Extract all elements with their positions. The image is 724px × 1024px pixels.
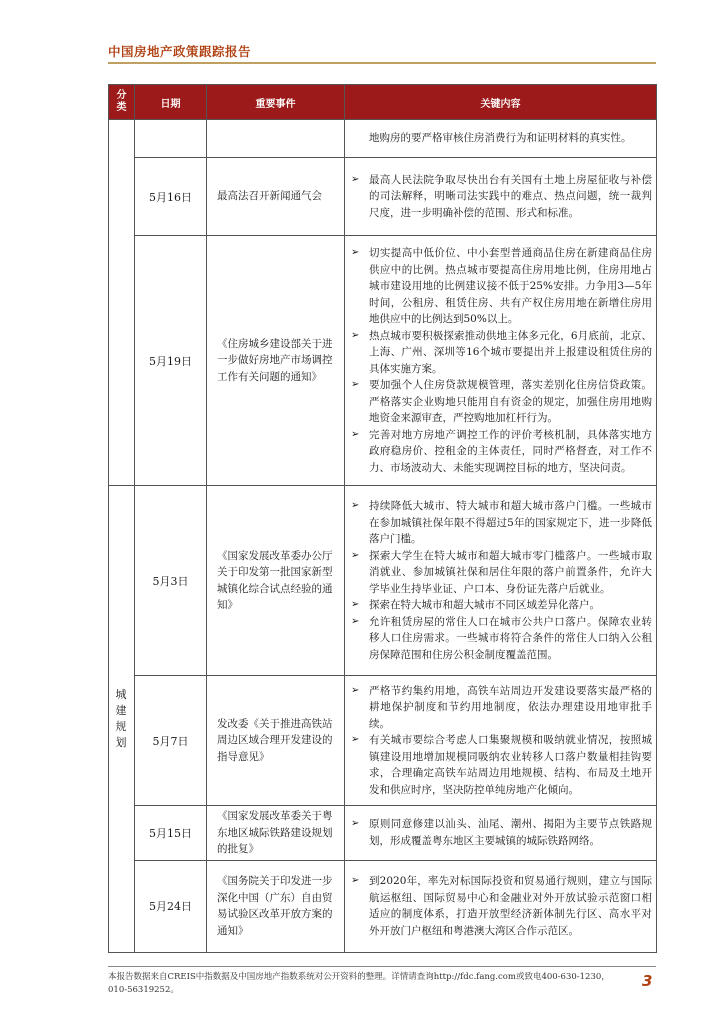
arrow-bullet-icon: ➢ — [351, 173, 360, 185]
list-item — [347, 614, 652, 664]
arrow-bullet-icon: ➢ — [351, 428, 360, 440]
event-cell: 最高法召开新闻通气会 — [207, 158, 345, 236]
date-cell: 5月24日 — [135, 860, 207, 952]
content-cell — [345, 158, 657, 236]
list-item — [347, 245, 652, 328]
date-cell: 5月19日 — [135, 236, 207, 486]
event-cell: 《国务院关于印发进一步深化中国（广东）自由贸易试验区改革开放方案的通知》 — [207, 860, 345, 952]
policy-table — [108, 84, 657, 953]
header-divider — [108, 62, 656, 64]
category-cell — [109, 486, 135, 953]
list-item — [347, 597, 652, 614]
arrow-bullet-icon: ➢ — [351, 818, 360, 830]
table-row — [109, 860, 657, 952]
list-item-text: 到2020年，率先对标国际投资和贸易通行规则，建立与国际航运枢纽、国际贸易中心和金融业对外开放试验示范窗口相适应的制度体系，打造开放型经济新体制先行区、高水平对外开放门户枢纽和粤港澳大湾区合作示范区。 — [369, 875, 652, 937]
list-item-text: 热点城市要积极探索推动供地主体多元化，6月底前，北京、上海、广州、深圳等16个城市要提出并上报建设租赁住房的具体实施方案。 — [369, 329, 652, 375]
arrow-bullet-icon: ➢ — [351, 379, 360, 390]
list-item — [347, 683, 652, 733]
content-cell — [345, 860, 657, 952]
event-cell: 《国家发展改革委关于粤东地区城际铁路建设规划的批复》 — [207, 806, 345, 861]
arrow-bullet-icon: ➢ — [351, 329, 360, 341]
content-cell — [345, 120, 657, 158]
arrow-bullet-icon: ➢ — [351, 615, 360, 627]
page-number: 3 — [642, 972, 653, 990]
content-list — [347, 245, 652, 476]
list-item-text: 最高人民法院争取尽快出台有关国有土地上房屋征收与补偿的司法解释，明晰司法实践中的难点、热点问题，统一裁判尺度，进一步明确补偿的范围、形式和标准。 — [369, 173, 652, 219]
content-cell — [345, 676, 657, 806]
date-cell: 5月3日 — [135, 486, 207, 676]
date-cell — [135, 120, 207, 158]
list-item-text: 有关城市要综合考虑人口集聚规模和吸纳就业情况，按照城镇建设用地增加规模同吸纳农业转移人口落户数量相挂钩要求，合理确定高铁车站周边用地规模、结构、布局及土地开发和供应时序，坚决防控单纯房地产化倾向。 — [369, 734, 652, 796]
content-cell — [345, 236, 657, 486]
list-item — [347, 732, 652, 798]
content-list — [347, 498, 652, 663]
event-cell — [207, 120, 345, 158]
list-item-text: 严格节约集约用地，高铁车站周边开发建设要落实最严格的耕地保护制度和节约用地制度，依法办理建设用地审批手续。 — [369, 684, 652, 730]
category-label: 城建规划 — [115, 687, 128, 749]
content-list — [347, 873, 652, 939]
list-item-text: 探索在特大城市和超大城市不同区域差异化落户。 — [369, 599, 600, 611]
report-title: 中国房地产政策跟踪报告 — [108, 44, 252, 59]
content-list — [347, 683, 652, 799]
date-cell: 5月7日 — [135, 676, 207, 806]
list-item — [347, 816, 652, 849]
event-cell: 发改委《关于推进高铁站周边区域合理开发建设的指导意见》 — [207, 676, 345, 806]
event-cell: 《国家发展改革委办公厅关于印发第一批国家新型城镇化综合试点经验的通知》 — [207, 486, 345, 676]
date-cell: 5月15日 — [135, 806, 207, 861]
footer-divider — [108, 966, 656, 967]
list-item-text: 地购房的要严格审核住房消费行为和证明材料的真实性。 — [369, 132, 632, 145]
arrow-bullet-icon: ➢ — [351, 684, 360, 696]
list-item-text: 允许租赁房屋的常住人口在城市公共户口落户。保障农业转移人口住房需求。一些城市将符合条件的常住人口纳入公租房保障范围和住房公积金制度覆盖范围。 — [369, 615, 652, 661]
category-cell — [109, 120, 135, 486]
column-header-category: 分 类 — [109, 85, 135, 120]
arrow-bullet-icon: ➢ — [351, 500, 360, 511]
table-row — [109, 236, 657, 486]
column-header-content: 关键内容 — [345, 85, 657, 120]
date-cell: 5月16日 — [135, 158, 207, 236]
content-list — [347, 172, 652, 222]
list-item — [347, 377, 652, 427]
arrow-bullet-icon: ➢ — [351, 247, 360, 258]
table-row — [109, 158, 657, 236]
arrow-bullet-icon: ➢ — [351, 734, 360, 746]
content-list — [347, 816, 652, 849]
list-item — [347, 548, 652, 598]
content-cell — [345, 486, 657, 676]
footer-note: 本报告数据来自CREIS中指数据及中国房地产指数系统对公开资料的整理。详情请查询http://fdc.fang.com或致电400-630-1230，010-56319252。 — [108, 972, 610, 995]
arrow-bullet-icon: ➢ — [351, 599, 360, 610]
content-list — [347, 130, 652, 147]
event-cell: 《住房城乡建设部关于进一步做好房地产市场调控工作有关问题的通知》 — [207, 236, 345, 486]
list-item-text: 探索大学生在特大城市和超大城市零门槛落户。一些城市取消就业、参加城镇社保和居住年限的落户前置条件，允许大学毕业生持毕业证、户口本、身份证先落户后就业。 — [369, 549, 652, 595]
list-item-text: 原则同意修建以汕头、汕尾、潮州、揭阳为主要节点铁路规划，形成覆盖粤东地区主要城镇的城际铁路网络。 — [369, 818, 652, 847]
list-item — [347, 130, 652, 147]
content-cell — [345, 806, 657, 861]
column-header-date: 日期 — [135, 85, 207, 120]
list-item — [347, 427, 652, 477]
table-row — [109, 120, 657, 158]
list-item — [347, 498, 652, 548]
list-item-text: 切实提高中低价位、中小套型普通商品住房在新建商品住房供应中的比例。热点城市要提高住房用地比例，住房用地占城市建设用地的比例建议接不低于25%安排。力争用3—5年时间，公租房、租赁住房、共有产权住房用地在新增住房用地供应中的比例达到50%以上。 — [369, 247, 652, 325]
table-row — [109, 806, 657, 861]
table-row — [109, 676, 657, 806]
list-item — [347, 172, 652, 222]
column-header-event: 重要事件 — [207, 85, 345, 120]
list-item — [347, 873, 652, 939]
table-header-row — [109, 85, 657, 120]
arrow-bullet-icon: ➢ — [351, 875, 360, 886]
arrow-bullet-icon: ➢ — [351, 549, 360, 561]
list-item-text: 持续降低大城市、特大城市和超大城市落户门槛。一些城市在参加城镇社保年限不得超过5年的国家规定下，进一步降低落户门槛。 — [369, 500, 652, 545]
table-row — [109, 486, 657, 676]
list-item — [347, 328, 652, 378]
list-item-text: 完善对地方房地产调控工作的评价考核机制，具体落实地方政府稳房价、控租金的主体责任，同时严格督查，对工作不力、市场波动大、未能实现调控目标的地方，坚决问责。 — [369, 428, 652, 474]
list-item-text: 要加强个人住房贷款规模管理，落实差别化住房信贷政策。严格落实企业购地只能用自有资金的规定，加强住房用地购地资金来源审查，严控购地加杠杆行为。 — [369, 379, 652, 424]
